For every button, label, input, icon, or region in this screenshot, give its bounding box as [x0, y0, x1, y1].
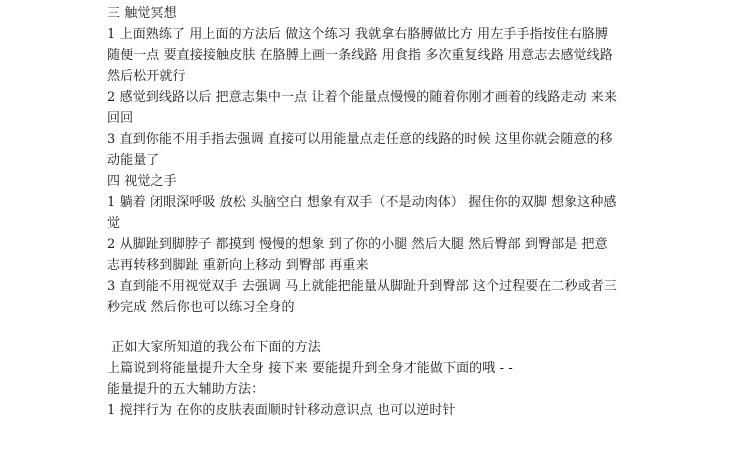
- paragraph-line: 动能量了: [107, 153, 160, 168]
- document-body: [107, 3, 687, 421]
- paragraph-line: 随便一点 要直接接触皮肤 在胳膊上画一条线路 用食指 多次重复线路 用意志去感觉线路: [107, 48, 613, 63]
- section-heading-visual-hands: 四 视觉之手: [107, 174, 177, 189]
- paragraph-line: 1 上面熟练了 用上面的方法后 做这个练习 我就拿右胳膊做比方 用左手手指按住右胳膊: [107, 27, 609, 42]
- paragraph-line: 正如大家所知道的我公布下面的方法: [107, 340, 321, 355]
- paragraph-line: 觉: [107, 216, 121, 231]
- paragraph-line: 秒完成 然后你也可以练习全身的: [107, 300, 295, 315]
- paragraph-line: 志再转移到脚趾 重新向上移动 到臀部 再重来: [107, 258, 369, 273]
- paragraph-line: 上篇说到将能量提升大全身 接下来 要能提升到全身才能做下面的哦 - -: [107, 361, 513, 376]
- paragraph-line: 3 直到能不用视觉双手 去强调 马上就能把能量从脚趾升到臀部 这个过程要在二秒或者三: [107, 279, 618, 294]
- paragraph-line: 2 感觉到线路以后 把意志集中一点 让着个能量点慢慢的随着你刚才画着的线路走动 来来: [107, 90, 618, 105]
- section-heading-touch-meditation: 三 触觉冥想: [107, 6, 177, 21]
- paragraph-line: 3 直到你能不用手指去强调 直接可以用能量点走任意的线路的时候 这里你就会随意的移: [107, 132, 613, 147]
- paragraph-line: 然后松开就行: [107, 69, 186, 84]
- paragraph-line: 1 躺着 闭眼深呼吸 放松 头脑空白 想象有双手（不是动肉体） 握住你的双脚 想象这种感: [107, 195, 617, 210]
- paragraph-line: 1 搅拌行为 在你的皮肤表面顺时针移动意识点 也可以逆时针: [107, 403, 456, 418]
- blank-line: [107, 318, 687, 337]
- paragraph-line: 回回: [107, 111, 134, 126]
- paragraph-line: 2 从脚趾到脚脖子 都摸到 慢慢的想象 到了你的小腿 然后大腿 然后臀部 到臀部是 把意: [107, 237, 608, 252]
- paragraph-line: 能量提升的五大辅助方法：: [107, 382, 265, 397]
